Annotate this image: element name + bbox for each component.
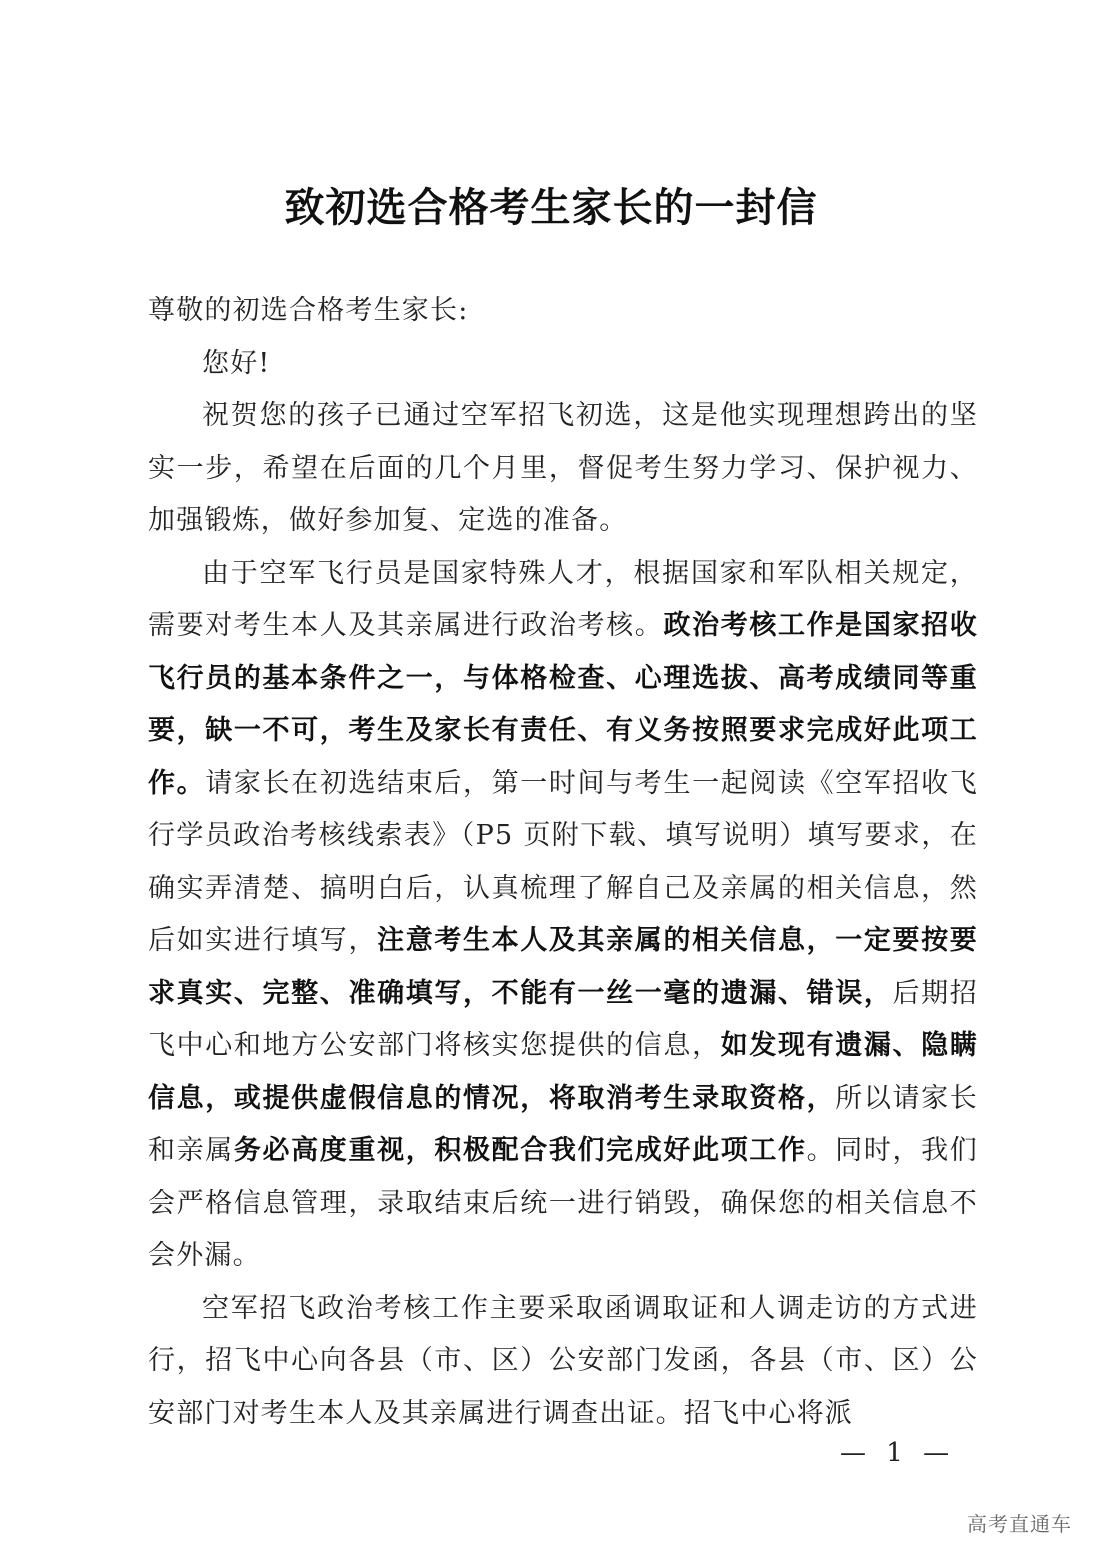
paragraph-segment: 由于空军飞行员是国家特殊人才，根据国家和军队相关规定，需要对考生本人及其亲属进行政治考核。: [148, 557, 978, 641]
greeting: 您好!: [202, 347, 271, 379]
paragraph-political-review: [148, 548, 978, 1283]
document-title: 致初选合格考生家长的一封信: [284, 184, 818, 231]
salutation: 尊敬的初选合格考生家长:: [148, 295, 469, 326]
paragraph-segment-emphasis: 政治考核工作是国家招收飞行员的基本条件之一，与体格检查、心理选拔、高考成绩同等重要，缺一不可，考生及家长有责任、有义务按照要求完成好此项工作。: [148, 610, 978, 799]
paragraph-review-method: 空军招飞政治考核工作主要采取函调取证和人调走访的方式进行，招飞中心向各县（市、区）公安部门发函，各县（市、区）公安部门对考生本人及其亲属进行调查出证。招飞中心将派: [148, 1292, 978, 1429]
paragraph-segment: 后期招飞中心和地方公安部门将核实您提供的信息，: [148, 977, 978, 1061]
page-number: — 1 —: [840, 1438, 956, 1468]
paragraph-segment-emphasis: 注意考生本人及其亲属的相关信息，一定要按要求真实、完整、准确填写，不能有一丝一毫的遗漏、错误，: [148, 925, 978, 1009]
paragraph-segment: 请家长在初选结束后，第一时间与考生一起阅读《空军招收飞行学员政治考核线索表》（P5 页附下载、填写说明）填写要求，在确实弄清楚、搞明白后，认真梳理了解自己及亲属的相关信息，然后如实进行填写，: [148, 767, 978, 956]
paragraph-segment: 所以请家长和亲属: [148, 1082, 978, 1166]
paragraph-congratulations: 祝贺您的孩子已通过空军招飞初选，这是他实现理想跨出的坚实一步，希望在后面的几个月里，督促考生努力学习、保护视力、加强锻炼，做好参加复、定选的准备。: [148, 400, 978, 536]
letter-body: [148, 285, 978, 1440]
paragraph-segment: 。同时，我们会严格信息管理，录取结束后统一进行销毁，确保您的相关信息不会外漏。: [148, 1135, 979, 1271]
paragraph-segment-emphasis: 如发现有遗漏、隐瞒信息，或提供虚假信息的情况，将取消考生录取资格，: [148, 1030, 979, 1114]
watermark: 高考直通车: [967, 1512, 1072, 1536]
paragraph-segment-emphasis: 务必高度重视，积极配合我们完成好此项工作: [233, 1135, 807, 1166]
